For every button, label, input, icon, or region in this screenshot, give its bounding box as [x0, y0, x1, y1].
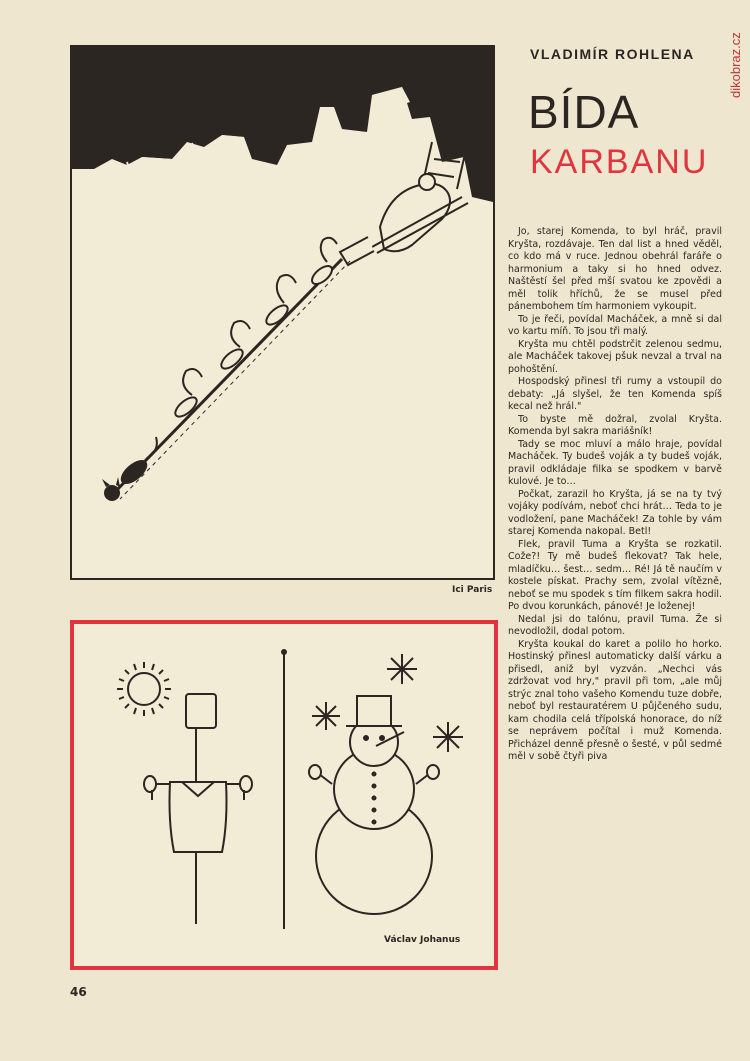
- cartoon-top-credit: Ici Paris: [452, 585, 493, 595]
- scarecrow: [144, 694, 252, 924]
- scarecrow-snowman-drawing: [74, 624, 494, 966]
- title-line-1: BÍDA: [528, 86, 640, 138]
- cartoon-bottom-credit: Václav Johanus: [384, 935, 461, 945]
- page-number: 46: [70, 985, 87, 999]
- paragraph: Flek, pravil Tuma a Kryšta se rozkatil. Cože?! Ty mě budeš flekovat? Tak hele, mladíčku… šest… sedm… Ré! Já tě naučím v kostele pískat. Prachy sem, zvolal vítězně, neboť se mu spodek s tím filkem sakra hodil. Po dvou korunkách, pánové! Je loženej!: [508, 538, 722, 612]
- paragraph: Tady se moc mluví a málo hraje, povídal Macháček. Ty budeš voják a ty budeš voják, pravil odkládaje filka se spodkem v barvě kulové. Je to…: [508, 438, 722, 487]
- paragraph: To byste mě dožral, zvolal Kryšta. Komenda byl sakra mariášník!: [508, 413, 722, 437]
- paragraph: Kryšta koukal do karet a polilo ho horko. Hostinský přinesl automaticky další várku a přisedl, aniž byl vyzván. „Nechci vás zdržovat vod hry," pravil při tom, „ale můj strýc znal toho vašeho Komendu tuze dobře, neboť byl restauratérem U půjčeného sudu, kam chodila celá třípolská honorace, do níž se neprávem počítal i muž Komenda. Přicházel denně přesně o šesté, v půl sedmé měl v sobě čtyři piva: [508, 638, 722, 762]
- sled-cats-drawing: [72, 47, 493, 578]
- snowman: [309, 696, 439, 914]
- article-body: [508, 226, 722, 764]
- sun-icon: [117, 662, 171, 716]
- title-line-2: KARBANU: [530, 143, 709, 181]
- paragraph: Nedal jsi do talónu, pravil Tuma. Že si nevodložil, dodal potom.: [508, 613, 722, 637]
- paragraph: To je řeči, povídal Macháček, a mně si dal vo kartu míň. To jsou tři malý.: [508, 313, 722, 337]
- paragraph: Počkat, zarazil ho Kryšta, já se na ty tvý vojáky podívám, neboť chci hrát… Teda to je vodložení, pane Macháček! Za tohle by vám starej Komenda nakopal. Betl!: [508, 488, 722, 537]
- paragraph: Jo, starej Komenda, to byl hráč, pravil Kryšta, rozdávaje. Ten dal list a hned věděl, co kdo má v ruce. Jednou obehrál faráře o harmonium a taky si ho hned odvez. Naštěstí šel před mší svatou ke zpovědi a měl tolik hříchů, že se musel před pánembohem tím harmoniem vykoupit.: [508, 226, 722, 312]
- paragraph: Kryšta mu chtěl podstrčit zelenou sedmu, ale Macháček takovej pšuk nevzal a trval na pohoštění.: [508, 338, 722, 375]
- watermark: dikobraz.cz: [728, 32, 743, 98]
- cartoon-sled-cats: [70, 45, 495, 580]
- paragraph: Hospodský přinesl tři rumy a vstoupil do debaty: „Já slyšel, že ten Komenda spíš kecal než hrál.": [508, 376, 722, 412]
- author-name: VLADIMÍR ROHLENA: [530, 46, 695, 62]
- cartoon-scarecrow-snowman: [70, 620, 498, 970]
